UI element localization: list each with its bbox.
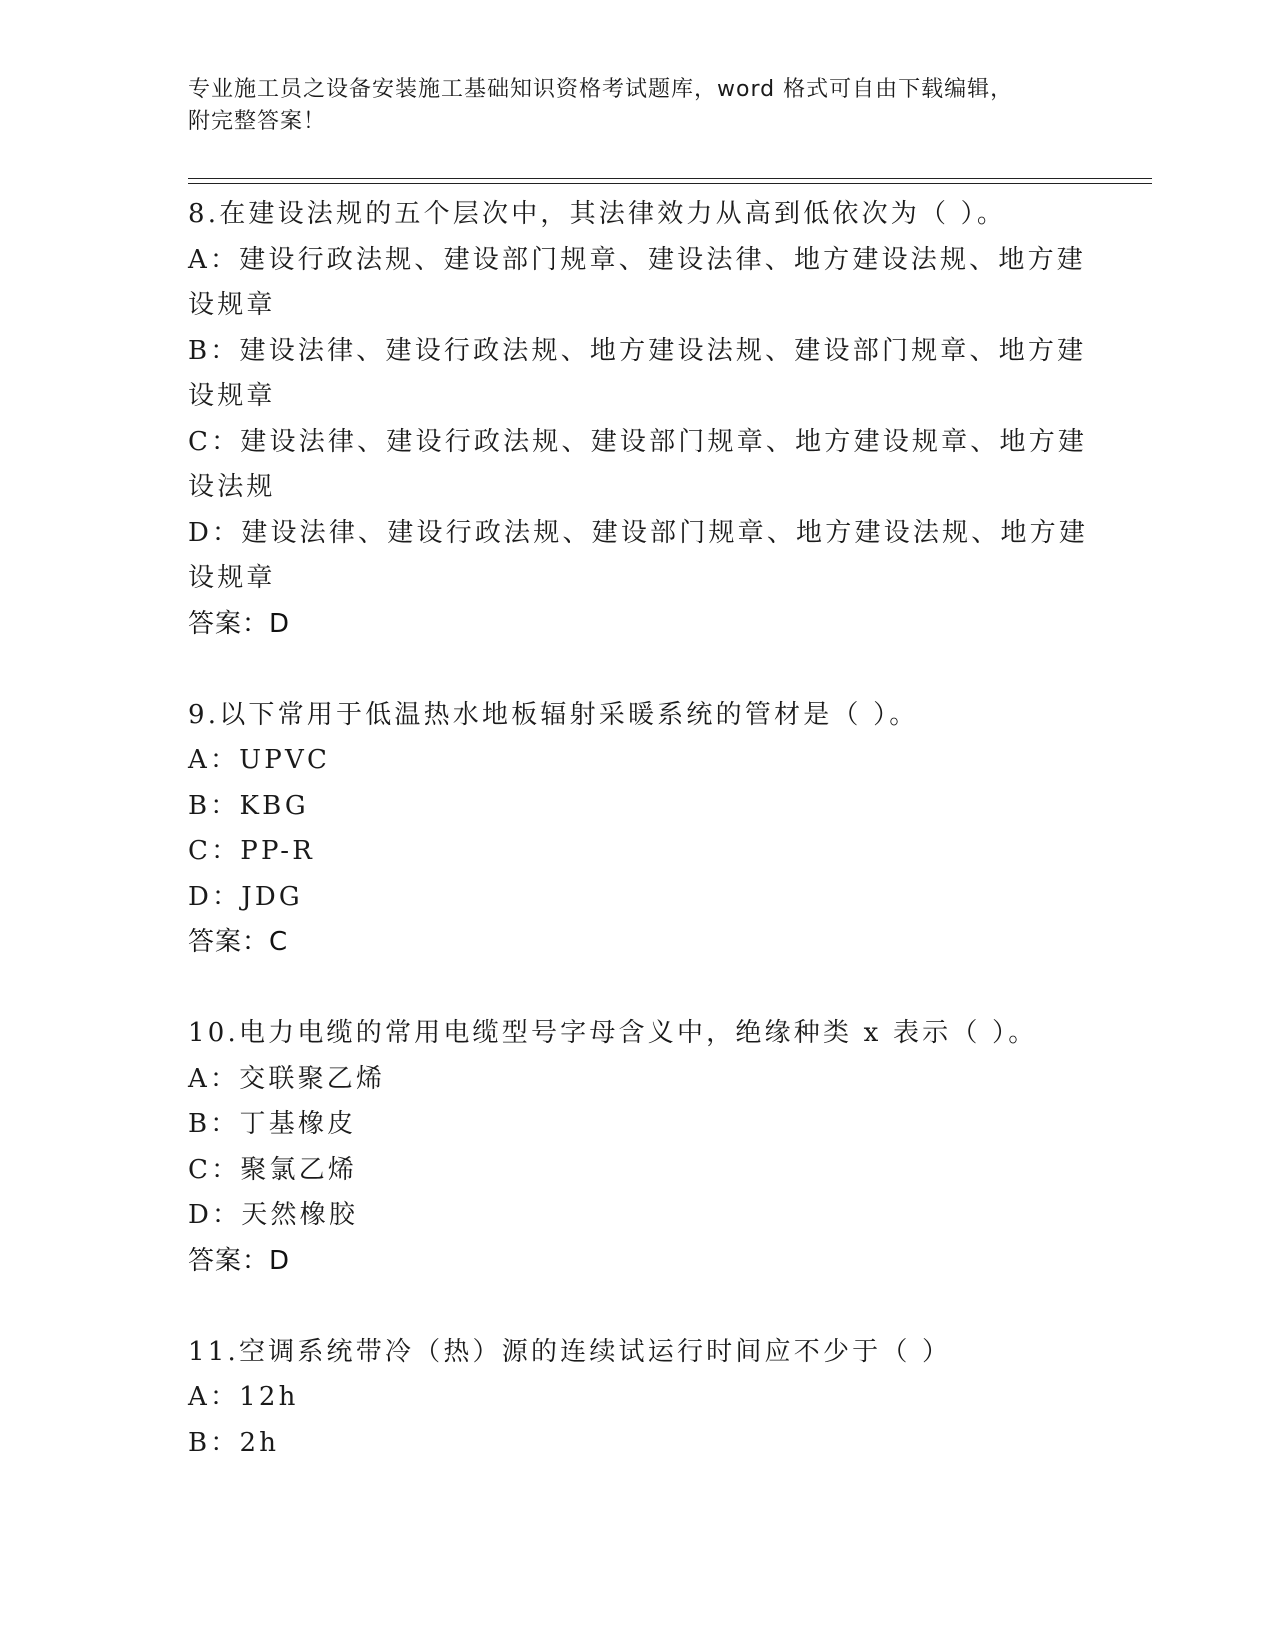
option-line: 设法规 [188,472,276,502]
answer-line: 答案：D [188,608,291,639]
question-spacer [188,1284,1088,1330]
option-line: 设规章 [188,563,276,593]
option-line: C：PP-R [188,836,316,866]
header-divider-bottom [188,183,1152,184]
option-line: A：建设行政法规、建设部门规章、建设法律、地方建设法规、地方建 [188,244,1086,275]
header-divider-top [188,178,1152,179]
question-list [188,192,1088,1466]
option-line: A：12h [188,1382,299,1412]
question-stem: 11.空调系统带冷（热）源的连续试运行时间应不少于（ ） [188,1336,952,1367]
answer-line: 答案：D [188,1245,291,1276]
option-line: B：2h [188,1427,280,1458]
header-line-2: 附完整答案！ [188,109,327,134]
option-line: D：建设法律、建设行政法规、建设部门规章、地方建设法规、地方建 [188,517,1089,548]
question-stem: 10.电力电缆的常用电缆型号字母含义中，绝缘种类 x 表示（ ）。 [188,1018,1038,1048]
header-line-1: 专业施工员之设备安装施工基础知识资格考试题库，word 格式可自由下载编辑， [188,77,1014,102]
option-line: C：建设法律、建设行政法规、建设部门规章、地方建设规章、地方建 [188,426,1088,457]
question-block [188,1011,1088,1284]
question-stem: 9.以下常用于低温热水地板辐射采暖系统的管材是（ ）。 [188,699,919,730]
question-block [188,693,1088,966]
question-spacer [188,647,1088,693]
option-line: 设规章 [188,290,276,320]
option-line: B：丁基橡皮 [188,1109,357,1139]
question-block [188,1330,1088,1467]
option-line: C：聚氯乙烯 [188,1154,358,1185]
option-line: 设规章 [188,381,276,411]
question-spacer [188,966,1088,1012]
answer-line: 答案：C [188,927,289,957]
option-line: A：交联聚乙烯 [188,1063,386,1094]
option-line: D：天然橡胶 [188,1200,359,1230]
option-line: D：JDG [188,881,303,912]
question-stem: 8.在建设法规的五个层次中，其法律效力从高到低依次为（ ）。 [188,199,1007,229]
option-line: B：KBG [188,790,309,821]
option-line: B：建设法律、建设行政法规、地方建设法规、建设部门规章、地方建 [188,335,1087,366]
document-header [188,74,1068,138]
question-block [188,192,1088,647]
option-line: A：UPVC [188,745,331,775]
